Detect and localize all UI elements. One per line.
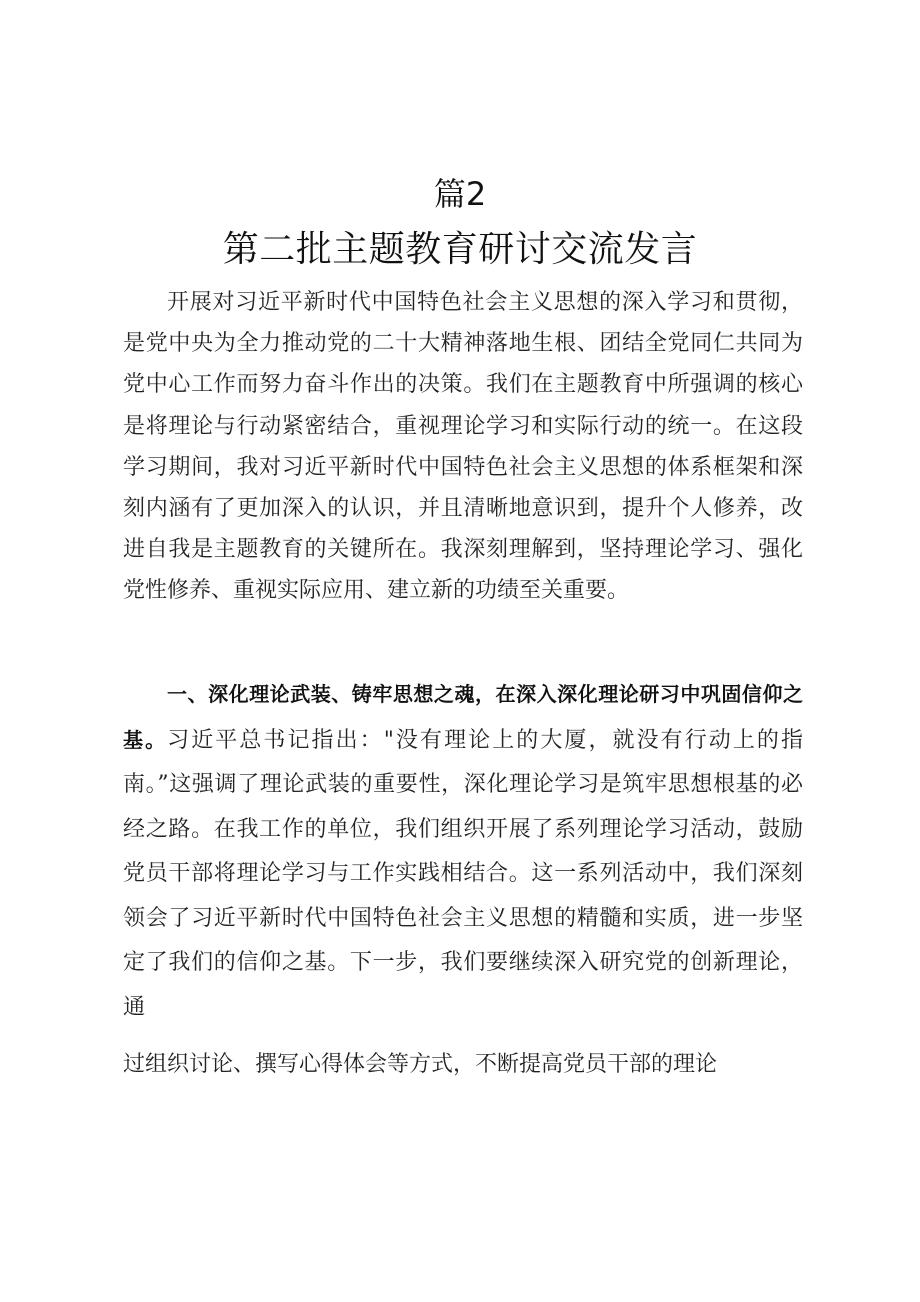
body-paragraph-1: 开展对习近平新时代中国特色社会主义思想的深入学习和贯彻，是党中央为全力推动党的二十大精神落地生根、团结全党同仁共同为党中心工作而努力奋斗作出的决策。我们在主题教育中所强调的核心是将理论与行动紧密结合，重视理论学习和实际行动的统一。在这段学习期间，我对习近平新时代中国特色社会主义思想的体系框架和深刻内涵有了更加深入的认识，并且清晰地意识到，提升个人修养，改进自我是主题教育的关键所在。我深刻理解到，坚持理论学习、强化党性修养、重视实际应用、建立新的功绩至关重要。 bbox=[123, 290, 803, 604]
section-body: 习近平总书记指出："没有理论上的大厦，就没有行动上的指南。”这强调了理论武装的重要性，深化理论学习是筑牢思想根基的必经之路。在我工作的单位，我们组织开展了系列理论学习活动，鼓励党员干部将理论学习与工作实践相结合。这一系列活动中，我们深刻领会了习近平新时代中国特色社会主义思想的精髓和实质，进一步坚定了我们的信仰之基。下一步，我们要继续深入研究党的创新理论，通 bbox=[123, 727, 804, 1020]
body-paragraph-2 bbox=[123, 672, 803, 1030]
document-label: 篇2 bbox=[433, 175, 487, 213]
body-trailing-line: 过组织讨论、撰写心得体会等方式，不断提高党员干部的理论 bbox=[123, 1052, 718, 1077]
section-heading: 一、深化理论武装、铸牢思想之魂，在深入深化理论研习中巩固信仰之基。 bbox=[123, 682, 803, 752]
document-title: 第二批主题教育研讨交流发言 bbox=[222, 229, 698, 270]
